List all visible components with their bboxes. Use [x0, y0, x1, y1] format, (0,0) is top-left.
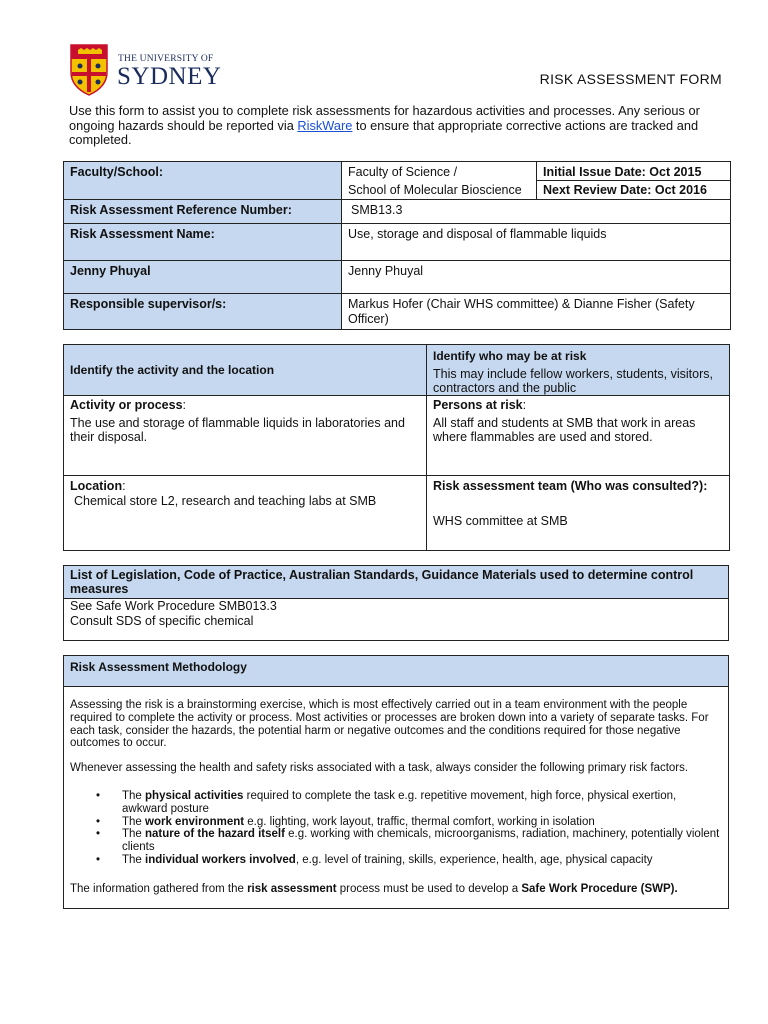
risk-factor-item — [96, 828, 722, 854]
risk-factor-item — [96, 815, 722, 829]
identify-risk-sub: This may include fellow workers, students, visitors, contractors and the public — [433, 366, 713, 395]
closing-mid: process must be used to develop a — [336, 882, 522, 895]
persons-label: Persons at risk — [433, 398, 523, 412]
initial-issue-date: Initial Issue Date: Oct 2015 — [537, 162, 731, 181]
team-value: WHS committee at SMB — [433, 513, 568, 528]
risk-factor-bold: physical activities — [145, 789, 244, 802]
bullet-icon: • — [96, 853, 101, 866]
faculty-label: Faculty/School: — [64, 162, 342, 200]
activity-label-colon: : — [182, 398, 187, 412]
identify-risk-header: Identify who may be at risk — [433, 349, 587, 363]
methodology-header: Risk Assessment Methodology — [64, 656, 729, 687]
team-cell — [427, 476, 730, 551]
closing-bold-swp: Safe Work Procedure (SWP). — [521, 882, 678, 895]
risk-factor-list — [70, 790, 722, 867]
risk-factor-pre: The — [122, 853, 146, 866]
risk-factor-bold: work environment — [145, 815, 245, 828]
info-table — [63, 161, 731, 330]
intro-paragraph — [69, 104, 719, 148]
intro-text-after: to ensure that appropriate corrective actions are tracked and completed. — [69, 117, 699, 148]
closing-pre: The information gathered from the — [70, 882, 248, 895]
location-label: Location — [70, 479, 123, 493]
supervisor-label: Responsible supervisor/s: — [64, 294, 342, 330]
legislation-header: List of Legislation, Code of Practice, Australian Standards, Guidance Materials used to determine control measures — [64, 566, 729, 599]
methodology-body — [64, 687, 729, 909]
persons-label-colon: : — [522, 398, 527, 412]
university-name-line2: SYDNEY — [117, 63, 222, 90]
bullet-icon: • — [96, 789, 101, 802]
methodology-table — [63, 655, 729, 909]
legislation-table — [63, 565, 729, 641]
bullet-icon: • — [96, 815, 101, 828]
person-label: Jenny Phuyal — [64, 261, 342, 294]
risk-factor-pre: The — [122, 815, 146, 828]
activity-cell — [64, 396, 427, 476]
persons-value: All staff and students at SMB that work in areas where flammables are used and stored. — [433, 415, 696, 444]
intro-text-before: Use this form to assist you to complete risk assessments for hazardous activities and processes. Any serious or ongoing hazards should be reported via — [69, 103, 700, 133]
activity-value: The use and storage of flammable liquids in laboratories and their disposal. — [70, 415, 405, 444]
methodology-closing — [70, 883, 722, 896]
risk-factor-pre: The — [122, 789, 146, 802]
form-title: RISK ASSESSMENT FORM — [539, 71, 722, 87]
risk-assessment-name-label: Risk Assessment Name: — [64, 224, 342, 261]
risk-factor-pre: The — [122, 828, 146, 841]
reference-number-label: Risk Assessment Reference Number: — [64, 200, 342, 224]
university-name-line1: THE UNIVERSITY OF — [118, 54, 214, 64]
risk-factor-item — [96, 853, 722, 867]
activity-table — [63, 344, 730, 551]
risk-factor-post: e.g. lighting, work layout, traffic, thermal comfort, working in isolation — [244, 815, 595, 828]
legislation-body — [64, 599, 729, 641]
location-cell — [64, 476, 427, 551]
legislation-line1: See Safe Work Procedure SMB013.3 — [70, 599, 277, 613]
riskware-link[interactable]: RiskWare — [297, 117, 353, 133]
reference-number-value: SMB13.3 — [342, 200, 731, 224]
risk-factor-item — [96, 789, 722, 816]
risk-assessment-name-value: Use, storage and disposal of flammable liquids — [342, 224, 731, 261]
location-value: Chemical store L2, research and teaching labs at SMB — [74, 493, 377, 508]
university-crest-icon — [70, 44, 108, 96]
risk-factor-bold: individual workers involved — [145, 853, 296, 866]
identify-risk-cell — [427, 345, 730, 396]
risk-factor-bold: nature of the hazard itself — [145, 828, 285, 841]
bullet-icon: • — [96, 828, 101, 841]
legislation-line2: Consult SDS of specific chemical — [70, 613, 254, 628]
methodology-para2: Whenever assessing the health and safety risks associated with a task, always consider the following primary risk factors. — [70, 762, 689, 775]
faculty-value-line2: School of Molecular Bioscience — [342, 181, 537, 200]
persons-cell — [427, 396, 730, 476]
person-value: Jenny Phuyal — [342, 261, 731, 294]
team-label: Risk assessment team (Who was consulted?): — [433, 479, 708, 493]
methodology-para1: Assessing the risk is a brainstorming exercise, which is most effectively carried out in a team environment with the people required to complete the activity or process. Most activities or processes are broken down into a variety of separate tasks. For each task, consider the hazards, the potential harm or negative outcomes and the conditions required for those negative outcomes to occur. — [70, 699, 709, 750]
risk-factor-post: , e.g. level of training, skills, experience, health, age, physical capacity — [295, 853, 653, 866]
next-review-date: Next Review Date: Oct 2016 — [537, 181, 731, 200]
supervisor-value: Markus Hofer (Chair WHS committee) & Dianne Fisher (Safety Officer) — [342, 294, 731, 330]
identify-activity-header: Identify the activity and the location — [64, 345, 427, 396]
closing-bold-risk-assessment: risk assessment — [247, 882, 337, 895]
activity-label: Activity or process — [70, 398, 183, 412]
university-logo — [70, 44, 240, 100]
location-label-colon: : — [122, 479, 126, 493]
risk-factor-post: required to complete the task e.g. repetitive movement, high force, physical exertion, awkward posture — [122, 789, 677, 815]
risk-factor-post: e.g. working with chemicals, microorganisms, radiation, machinery, potentially violent clients — [122, 828, 720, 854]
faculty-value-line1: Faculty of Science / — [342, 162, 537, 181]
